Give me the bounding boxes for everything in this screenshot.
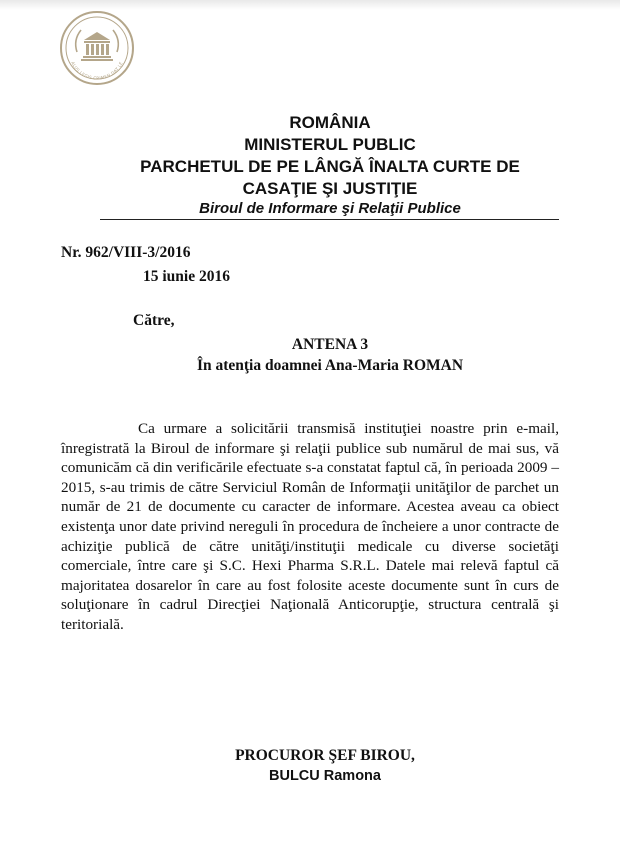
document-date: 15 iunie 2016 [143, 268, 230, 285]
to-label: Către, [133, 312, 175, 329]
recipient-block [100, 334, 560, 376]
office-heading-line2: CASAŢIE ŞI JUSTIŢIE [242, 179, 418, 198]
signature-block [175, 745, 475, 787]
institution-header [100, 112, 560, 200]
department-heading: Biroul de Informare şi Relaţii Publice [199, 200, 461, 217]
header-divider [100, 219, 559, 220]
recipient-name: ANTENA 3 [291, 336, 369, 353]
office-heading-line1: PARCHETUL DE PE LÂNGĂ ÎNALTA CURTE DE [140, 157, 520, 176]
signatory-name: BULCU Ramona [269, 768, 381, 784]
seal-motto: ALUS LEGIS CRIMEN DAT LE [70, 60, 124, 81]
ministry-heading: MINISTERUL PUBLIC [244, 135, 416, 154]
signatory-title: PROCUROR ŞEF BIROU, [235, 747, 415, 764]
top-edge [0, 0, 620, 10]
registration-number: Nr. 962/VIII-3/2016 [61, 244, 191, 261]
prosecutor-seal-logo [59, 10, 135, 86]
temple-columns-icon [81, 32, 113, 61]
country-heading: ROMÂNIA [289, 113, 371, 132]
recipient-attention: În atenţia doamnei Ana-Maria ROMAN [196, 357, 464, 374]
letter-body-paragraph: Ca urmare a solicitării transmisă instituţiei noastre prin e-mail, înregistrată la Biroul de informare şi relaţii publice sub numărul de mai sus, vă comunicăm că din verificările efectuate s-a constatat faptul că, în perioada 2009 – 2015, s-au trimis de către Serviciul Român de Informaţii unităţilor de parchet un număr de 21 de documente cu caracter de informare. Acestea aveau ca obiect existenţa unor date privind nereguli în procedura de încheiere a unor contracte de achiziţie publică de către unităţi/instituţii medicale cu diverse societăţi comerciale, între care şi S.C. Hexi Pharma S.R.L. Datele mai relevă faptul că majoritatea dosarelor în care au fost folosite aceste documente sunt în curs de soluţionare în cadrul Direcţiei Naţională Anticorupţie, structura centrală şi teritorială. [61, 420, 559, 633]
